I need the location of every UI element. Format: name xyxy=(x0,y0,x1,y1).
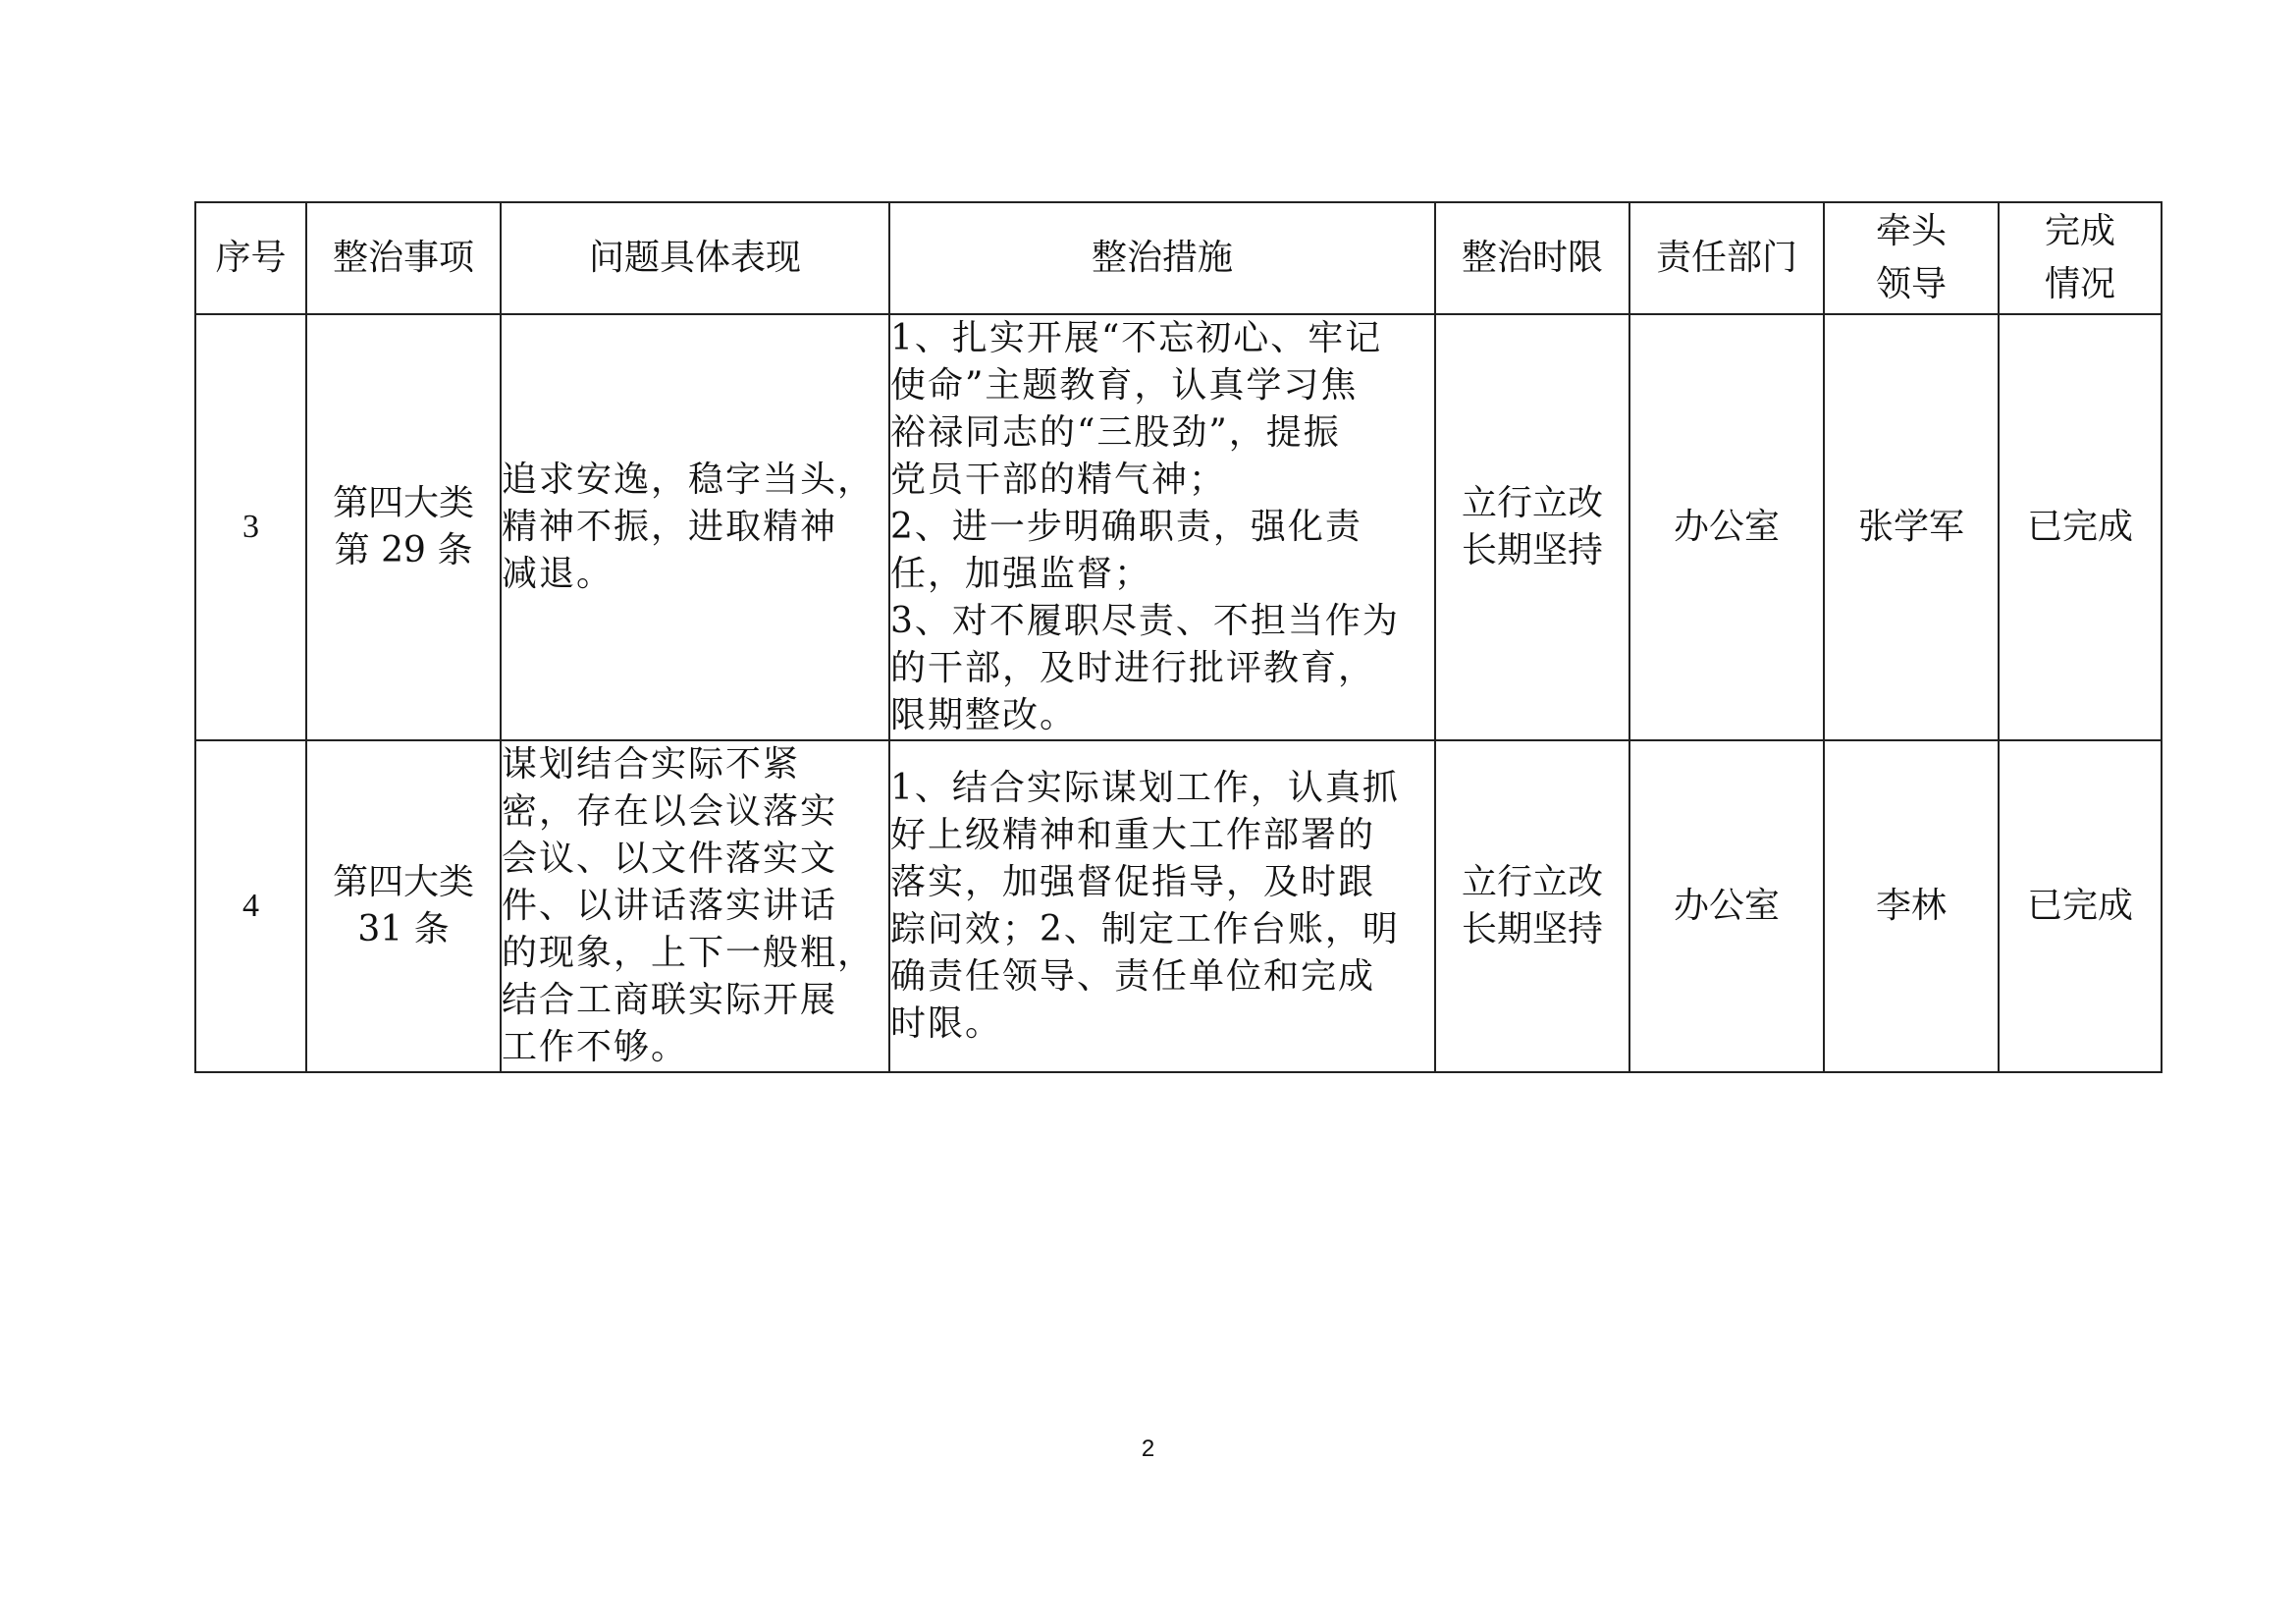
header-leader: 牵头 领导 xyxy=(1824,202,1999,314)
row-status: 已完成 xyxy=(1999,740,2162,1072)
header-deadline: 整治时限 xyxy=(1435,202,1629,314)
row-measures: 1、结合实际谋划工作，认真抓 好上级精神和重大工作部署的 落实，加强督促指导，及时跟 踪问效；2、制定工作台账，明 确责任领导、责任单位和完成 时限。 xyxy=(889,740,1435,1072)
table-row xyxy=(195,314,2162,740)
row-item: 第四大类 31 条 xyxy=(306,740,501,1072)
header-item: 整治事项 xyxy=(306,202,501,314)
table-header-row xyxy=(195,202,2162,314)
row-deadline: 立行立改 长期坚持 xyxy=(1435,314,1629,740)
row-department: 办公室 xyxy=(1629,740,1824,1072)
row-seq: 3 xyxy=(195,314,306,740)
row-problem: 谋划结合实际不紧 密，存在以会议落实 会议、以文件落实文 件、以讲话落实讲话 的现象，上下一般粗， 结合工商联实际开展 工作不够。 xyxy=(501,740,889,1072)
header-measures: 整治措施 xyxy=(889,202,1435,314)
header-department: 责任部门 xyxy=(1629,202,1824,314)
table-row xyxy=(195,740,2162,1072)
row-problem: 追求安逸，稳字当头， 精神不振，进取精神 减退。 xyxy=(501,314,889,740)
row-deadline: 立行立改 长期坚持 xyxy=(1435,740,1629,1072)
row-seq: 4 xyxy=(195,740,306,1072)
row-department: 办公室 xyxy=(1629,314,1824,740)
row-leader: 李林 xyxy=(1824,740,1999,1072)
page-number: 2 xyxy=(1141,1435,1155,1462)
row-item: 第四大类 第 29 条 xyxy=(306,314,501,740)
row-measures: 1、扎实开展“不忘初心、牢记 使命”主题教育，认真学习焦 裕禄同志的“三股劲”，提振 党员干部的精气神； 2、进一步明确职责，强化责 任，加强监督； 3、对不履职尽责、不担当作为 的干部，及时进行批评教育， 限期整改。 xyxy=(889,314,1435,740)
row-status: 已完成 xyxy=(1999,314,2162,740)
header-seq: 序号 xyxy=(195,202,306,314)
rectification-table xyxy=(194,201,2163,1073)
row-leader: 张学军 xyxy=(1824,314,1999,740)
header-problem: 问题具体表现 xyxy=(501,202,889,314)
header-status: 完成 情况 xyxy=(1999,202,2162,314)
